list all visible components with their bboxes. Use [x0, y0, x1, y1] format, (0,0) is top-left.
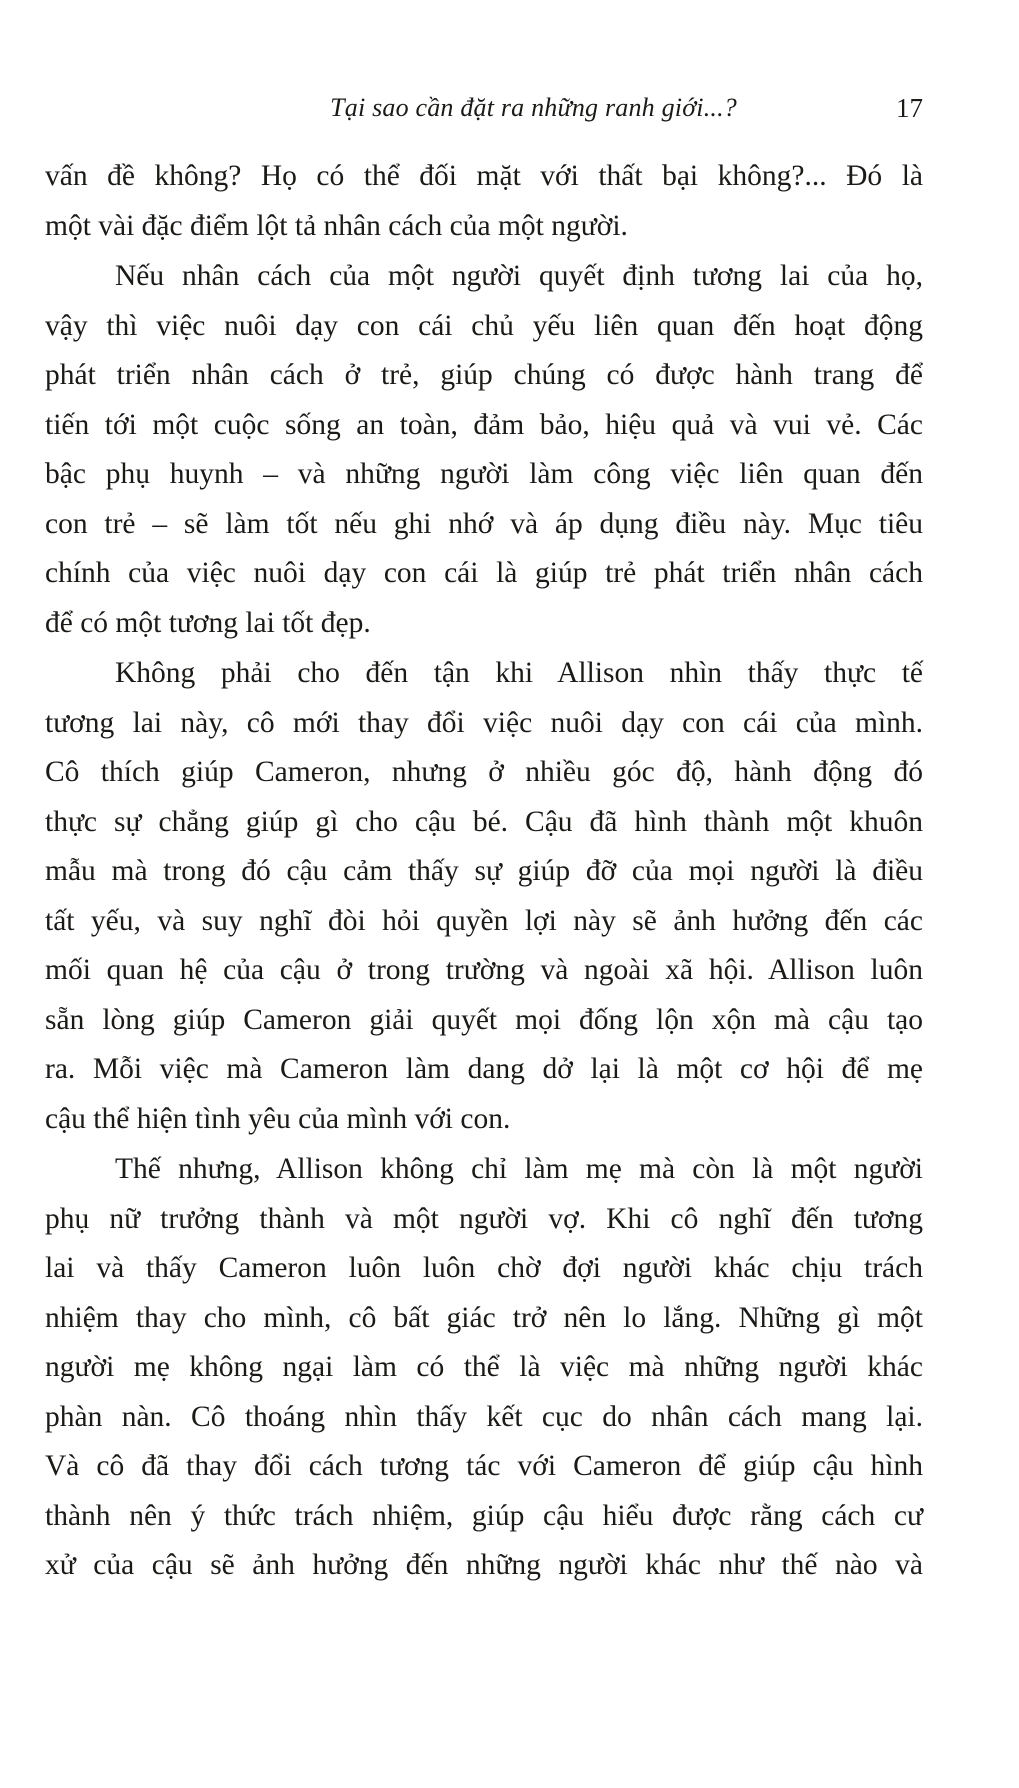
- text-line: cậu thể hiện tình yêu của mình với con.: [45, 1102, 511, 1135]
- text-line: ra. Mỗi việc mà Cameron làm dang dở lại là một cơ hội để mẹ: [45, 1053, 923, 1085]
- text-line: lai và thấy Cameron luôn luôn chờ đợi người khác chịu trách: [45, 1252, 923, 1284]
- paragraph: [45, 1145, 923, 1591]
- text-line: người mẹ không ngại làm có thể là việc mà những người khác: [45, 1351, 923, 1383]
- text-line: mối quan hệ của cậu ở trong trường và ngoài xã hội. Allison luôn: [45, 954, 923, 986]
- text-line: phát triển nhân cách ở trẻ, giúp chúng có được hành trang để: [45, 359, 923, 391]
- text-line: Cô thích giúp Cameron, nhưng ở nhiều góc độ, hành động đó: [45, 756, 923, 788]
- running-header: [45, 93, 923, 133]
- paragraph-continuation: [45, 152, 923, 251]
- running-title: Tại sao cần đặt ra những ranh giới...?: [330, 93, 737, 122]
- paragraph: [45, 252, 923, 648]
- text-line: tất yếu, và suy nghĩ đòi hỏi quyền lợi này sẽ ảnh hưởng đến các: [45, 904, 923, 937]
- text-line: tiến tới một cuộc sống an toàn, đảm bảo, hiệu quả và vui vẻ. Các: [45, 408, 923, 441]
- page-number: 17: [896, 93, 923, 123]
- body-text: [45, 152, 923, 1591]
- text-line: bậc phụ huynh – và những người làm công việc liên quan đến: [45, 458, 923, 490]
- text-line: phụ nữ trưởng thành và một người vợ. Khi cô nghĩ đến tương: [45, 1202, 923, 1235]
- text-line: vấn đề không? Họ có thể đối mặt với thất bại không?... Đó là: [45, 160, 923, 192]
- text-line: Nếu nhân cách của một người quyết định tương lai của họ,: [115, 260, 923, 292]
- text-line: con trẻ – sẽ làm tốt nếu ghi nhớ và áp dụng điều này. Mục tiêu: [45, 507, 923, 540]
- text-line: thành nên ý thức trách nhiệm, giúp cậu hiểu được rằng cách cư: [45, 1499, 923, 1532]
- paragraph: [45, 649, 923, 1144]
- text-line: để có một tương lai tốt đẹp.: [45, 606, 371, 639]
- text-line: Và cô đã thay đổi cách tương tác với Cameron để giúp cậu hình: [45, 1450, 923, 1482]
- text-line: sẵn lòng giúp Cameron giải quyết mọi đống lộn xộn mà cậu tạo: [45, 1003, 923, 1036]
- text-line: Không phải cho đến tận khi Allison nhìn thấy thực tế: [115, 657, 923, 689]
- text-line: thực sự chẳng giúp gì cho cậu bé. Cậu đã hình thành một khuôn: [45, 805, 923, 838]
- text-line: tương lai này, cô mới thay đổi việc nuôi dạy con cái của mình.: [45, 706, 923, 739]
- text-line: nhiệm thay cho mình, cô bất giác trở nên lo lắng. Những gì một: [45, 1301, 923, 1334]
- text-line: mẫu mà trong đó cậu cảm thấy sự giúp đỡ của mọi người là điều: [45, 855, 923, 887]
- text-line: phàn nàn. Cô thoáng nhìn thấy kết cục do nhân cách mang lại.: [45, 1400, 923, 1433]
- text-line: một vài đặc điểm lột tả nhân cách của một người.: [45, 209, 628, 242]
- text-line: xử của cậu sẽ ảnh hưởng đến những người khác như thế nào và: [45, 1549, 923, 1581]
- text-line: Thế nhưng, Allison không chỉ làm mẹ mà còn là một người: [115, 1153, 923, 1185]
- text-line: chính của việc nuôi dạy con cái là giúp trẻ phát triển nhân cách: [45, 557, 923, 589]
- text-line: vậy thì việc nuôi dạy con cái chủ yếu liên quan đến hoạt động: [45, 309, 923, 342]
